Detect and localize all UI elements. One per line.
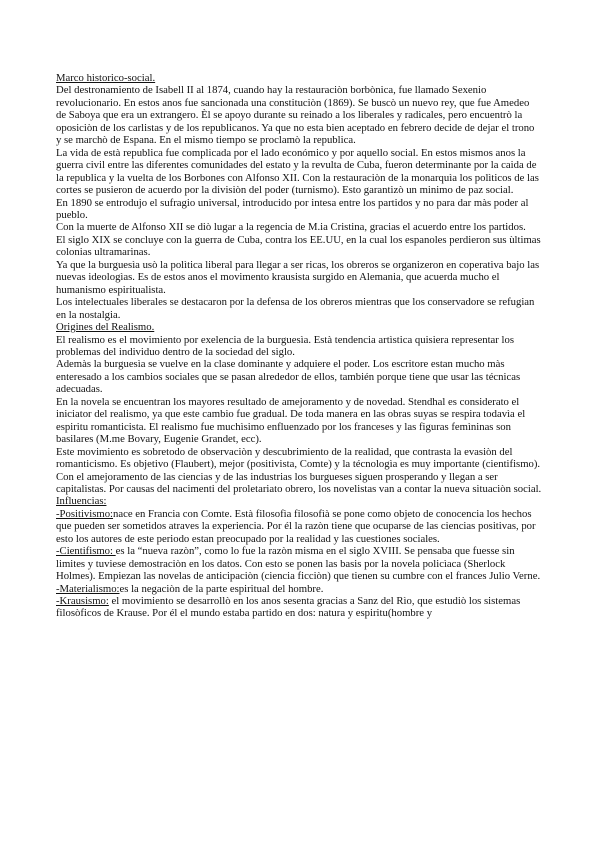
paragraph: Este movimiento es sobretodo de observaciòn y descubrimiento de la realidad, que contrasta la evasiòn del romanticismo. Es objetivo (Flaubert), mejor (positivista, Comte) y la técnologìa es muy importante (cientifismo). — [56, 445, 541, 471]
paragraph: Con la muerte de Alfonso XII se diò lugar a la regencia de M.ia Cristina, gracias el acuerdo entre los partidos. — [56, 221, 526, 234]
section-heading-marco: Marco historico-social. — [56, 72, 156, 84]
paragraph: El realismo es el movimiento por exelencia de la burguesìa. Està tendencia artìstica quisiera representar los problemas del individuo dentro de la sociedad del siglo. — [56, 333, 515, 358]
section-heading-influencias: Influencias: — [56, 495, 107, 508]
paragraph: Del destronamiento de Isabell II al 1874, cuando hay la restauraciòn borbònica, fue llamado Sexenio revolucionario. En estos anos fue sancionada una constituciòn (1869). Se buscò un nuevo rey, que fue Amedeo de Saboya que era un extrangero. Èl se apoyo durante su reinado a los liberales y radicales, pero encuentrò la oposiciòn de los carlistas y de los republicanos. Ya que no esta bien aceptado en febrero decide de dejar el trono y se marchò de Espana. En el mismo tiempo se proclamò la republica. — [56, 84, 535, 147]
paragraph: En 1890 se entrodujo el sufragio universal, introducido por intesa entre los partidos y no para dar màs poder al pueblo. — [56, 196, 529, 221]
influence-item-krausismo — [56, 595, 542, 620]
paragraph: Ademàs la burguesìa se vuelve en la clase dominante y adquiere el poder. Los escritore estan mucho màs enteresado a los cambios sociales que se pasan alrededor de ellos, también porque tiene que usar las técnicas adecuadas. — [56, 358, 521, 396]
influence-item-positivismo — [56, 508, 542, 545]
influence-item-materialismo — [56, 583, 542, 595]
paragraph: La vida de està republica fue complicada por el lado económico y por aquello social. En estos mismos anos la guerra civil entre las diferentes comunidades del estato y la revulta de Cuba, fueron determinante por la caida de la republica y la vuelta de los Borbones con Alfonso XII. Con la restauraciòn de la monarquìa los polìticos de las cortes se pusieron de acuerdo por la divisiòn del poder (turnismo). Esto garantizò un minimo de paz social. — [56, 146, 539, 197]
influence-text: es la negaciòn de la parte espiritual del hombre. — [119, 582, 324, 595]
influence-term: -Krausismo: — [56, 595, 109, 608]
section-heading-origines: Origines del Realismo. — [56, 321, 155, 334]
influence-term: -Positivismo: — [56, 507, 114, 520]
document-page — [56, 72, 542, 620]
paragraph: En la novela se encuentran los mayores resultado de amejoramento y de novedad. Stendhal es considerato el iniciator del realismo, ya que este cambio fue gradual. De toda manera en las obras suyas se respira todavìa el espiritu romanticista. El realismo fue muchìsimo enfluenzado por los franceses y las figuras femìninas son basilares (M.me Bovary, Eugenie Grandet, ecc). — [56, 395, 526, 446]
paragraph: Ya que la burguesìa usò la polìtica liberal para llegar a ser ricas, los obreros se organizeron en coperativa bajo las nuevas ideologìas. Es de estos anos el movimento krausista surgido en Alemania, que acuerda mucho el humanismo espiritualista. — [56, 258, 540, 296]
paragraph: Los intelectuales liberales se destacaron por la defensa de los obreros mientras que los conservadore se refugian en la nostalgia. — [56, 296, 535, 321]
influence-text: es la “nueva razòn”, como lo fue la razòn misma en el siglo XVIII. Se pensaba que fuesse sin limites y tuviese demostraciòn en los datos. Con esto se ponen las basis por la novela policìaca (Sherlock Holmes). Empiezan las novelas de anticipaciòn (ciencia ficciòn) que tienen su cumbre con el frances Julio Verne. — [56, 545, 541, 583]
paragraph: El siglo XIX se concluye con la guerra de Cuba, contra los EE.UU, en la cual los espanoles perdieron sus ùltimas colonias ultramarinas. — [56, 233, 541, 259]
paragraph: Con el amejoramento de las ciencias y de las industrias los burgueses siguen prosperando y llegan a ser capitalistas. Por causas del nacimenti del proletariato obrero, los novelistas van a contar la nueva situaciòn social. — [56, 470, 542, 495]
influence-text: el movimiento se desarrollò en los anos sesenta gracias a Sanz del Rìo, que estudiò los sistemas filosòficos de Krause. Por él el mundo estaba partido en dos: natura y espiritu(hombre y — [56, 595, 521, 620]
influence-term: -Materialismo: — [56, 582, 120, 595]
influence-text: nace en Francia con Comte. Està filosofìa filosofìà se pone como objeto de conocencia los hechos que pueden ser sometidos atraves la experiencia. Por él la razòn tiene que ocuparse de las ciencias positivas, por esto los autores de este periodo estan preocupado por la realidad y las cuestiones sociales. — [56, 507, 536, 545]
influence-item-cientifismo — [56, 545, 542, 582]
influence-term: -Cientifismo: — [56, 545, 116, 558]
